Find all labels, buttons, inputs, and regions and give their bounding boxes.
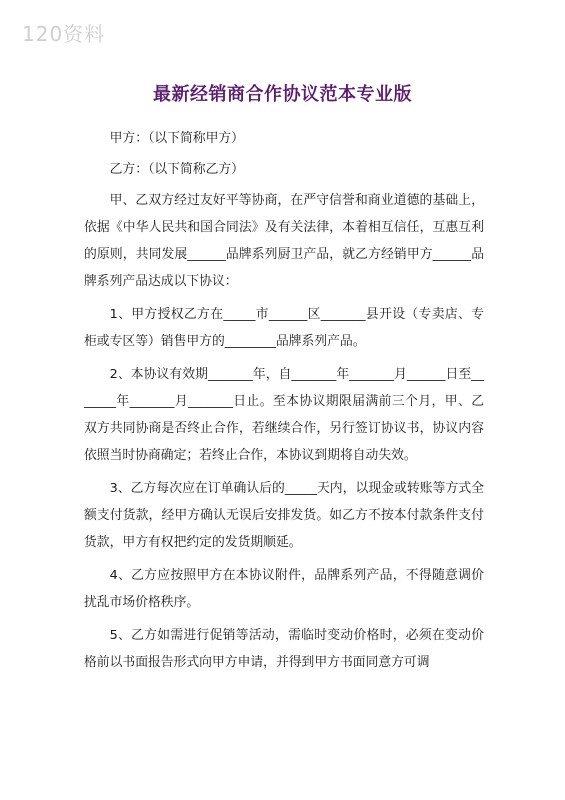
- document-title: 最新经销商合作协议范本专业版: [153, 84, 412, 105]
- watermark: 120资料: [22, 22, 106, 46]
- paragraph-clause-2: 2、本协议有效期_______年，自_______年_______月______日至_______年_______月_______日止。至本协议期限届满前三个月，甲、乙双方共同协商是否终止合作，若继续合作，另行签订协议书，协议内容依照当时协商确定；若终止合作，本协议到期将自动失效。: [84, 367, 484, 463]
- paragraph-clause-1: 1、甲方授权乙方在_____市______区_______县开设（专卖店、专柜或专区等）销售甲方的________品牌系列产品。: [84, 307, 484, 349]
- paragraph-clause-4: 4、乙方应按照甲方在本协议附件，品牌系列产品，不得随意调价扰乱市场价格秩序。: [84, 568, 484, 610]
- paragraph-clause-3: 3、乙方每次应在订单确认后的_____天内，以现金或转账等方式全额支付货款，经甲方确认无误后安排发货。如乙方不按本付款条件支付货款，甲方有权把约定的发货期顺延。: [84, 481, 484, 550]
- document-body: [84, 125, 484, 676]
- paragraph-intro: 甲、乙双方经过友好平等协商，在严守信誉和商业道德的基础上，依据《中华人民共和国合同法》及有关法律，本着相互信任，互惠互利的原则，共同发展______品牌系列厨卫产品，就乙方经销甲方______品牌系列产品达成以下协议：: [84, 193, 484, 289]
- paragraph-clause-5: 5、乙方如需进行促销等活动，需临时变动价格时，必须在变动价格前以书面报告形式向甲方申请，并得到甲方书面同意方可调: [84, 628, 484, 670]
- party-b-line: 乙方：（以下简称乙方）: [109, 162, 244, 177]
- party-a-line: 甲方：（以下简称甲方）: [109, 131, 244, 146]
